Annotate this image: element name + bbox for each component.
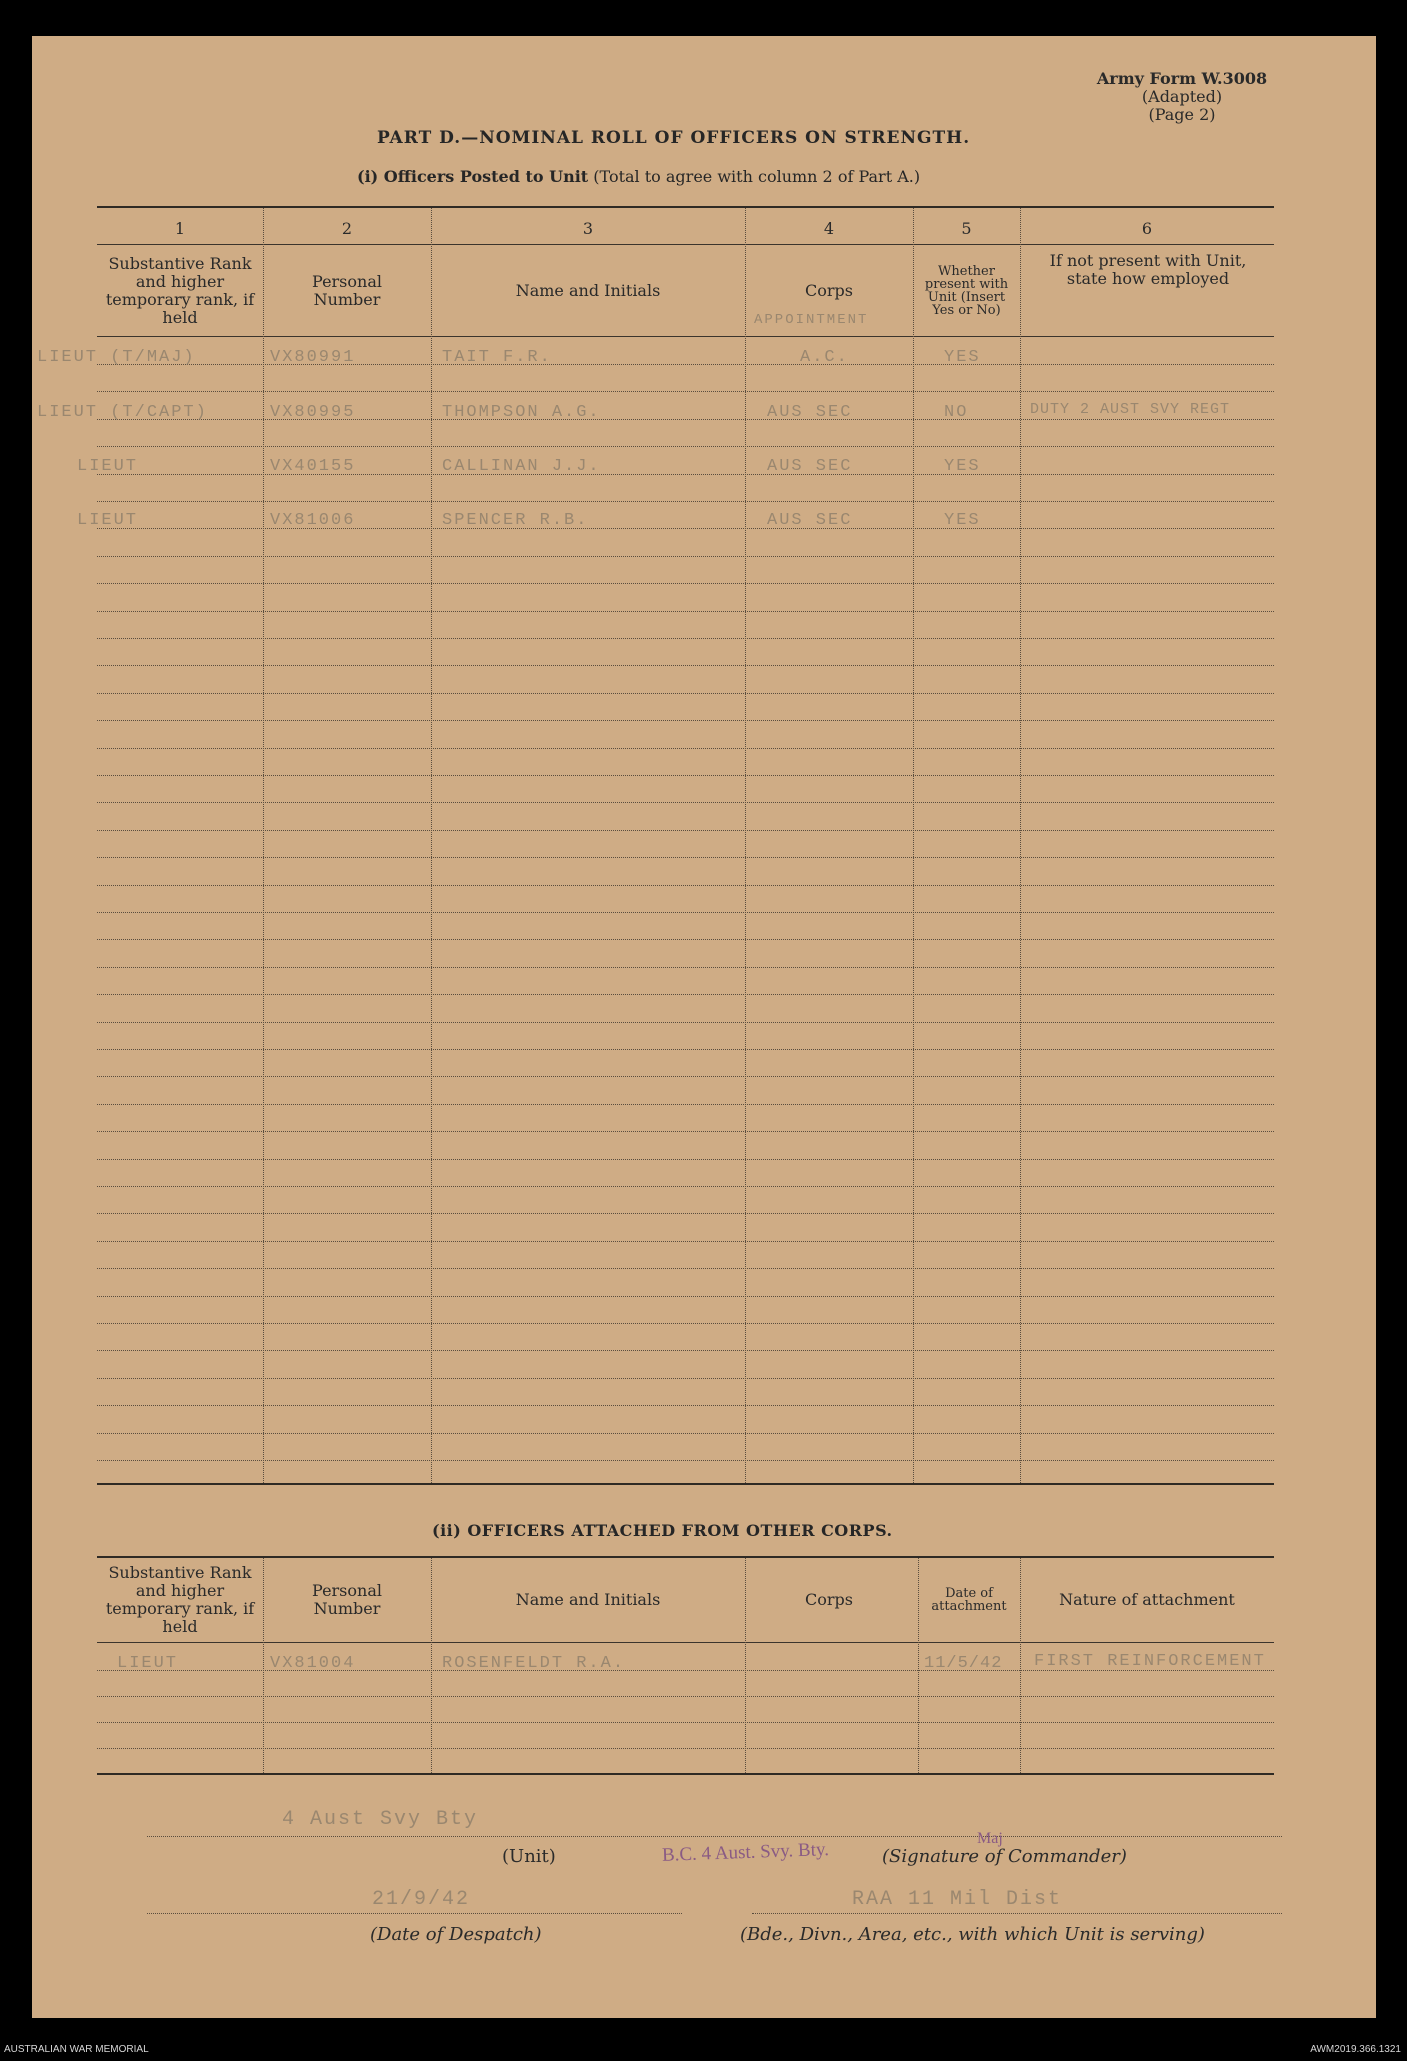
row4-corps: AUS SEC [767,511,853,530]
col-number-1: 1 [174,219,186,238]
form-name: Army Form W.3008 [1096,69,1268,88]
row2-corps: AUS SEC [767,403,853,422]
column-divider [1020,208,1021,1483]
row-rule [97,1405,1274,1406]
row3-present: YES [944,457,981,476]
row-rule [97,391,1274,392]
section1-heading [357,167,920,186]
row-rule [97,611,1274,612]
row2-number: VX80995 [270,403,356,422]
col-header-name: Name and Initials [515,281,661,300]
row-rule [97,1213,1274,1214]
row4-name: SPENCER R.B. [442,511,589,530]
row1-name: TAIT F.R. [442,348,552,367]
col-number-5: 5 [961,219,972,238]
section2-heading: (ii) OFFICERS ATTACHED FROM OTHER CORPS. [432,1521,893,1540]
row-rule [97,802,1274,803]
corps-note: APPOINTMENT [754,312,869,328]
t2-row1-rank: LIEUT [117,1654,179,1673]
row-rule [97,912,1274,913]
row3-number: VX40155 [270,457,356,476]
row2-name: THOMPSON A.G. [442,403,601,422]
col-header-employed: If not present with Unit, state how employed [1049,251,1247,288]
footer-right: AWM2019.366.1321 [1310,2044,1401,2055]
form-title: PART D.—NOMINAL ROLL OF OFFICERS ON STRENGTH. [377,128,971,148]
row-rule [97,885,1274,886]
row-rule [97,967,1274,968]
row-rule [97,638,1274,639]
row3-name: CALLINAN J.J. [442,457,601,476]
row1-number: VX80991 [270,348,356,367]
row4-number: VX81006 [270,511,356,530]
row-rule [97,1076,1274,1077]
row1-rank: LIEUT (T/MAJ) [37,348,196,367]
row-rule [97,446,1274,447]
t2-row1-name: ROSENFELDT R.A. [442,1654,626,1673]
row1-present: YES [944,348,981,367]
t2-col-header-personal-number: Personal Number [312,1581,382,1618]
unit-label: (Unit) [502,1846,556,1867]
row2-rank: LIEUT (T/CAPT) [37,403,208,422]
row-rule [97,556,1274,557]
row2-present: NO [944,403,969,422]
col-number-3: 3 [582,219,594,238]
date-label: (Date of Despatch) [370,1924,542,1945]
row-rule [97,939,1274,940]
row-rule [97,501,1274,502]
row-rule [97,1433,1274,1434]
row-rule [97,1131,1274,1132]
row-rule [97,994,1274,995]
column-divider [913,208,914,1483]
form-adapted: (Adapted) [1141,87,1223,106]
commander-stamp-rank: Maj [977,1830,1003,1847]
row-rule [97,830,1274,831]
t2-col-header-corps: Corps [805,1590,853,1609]
row-rule [97,1460,1274,1461]
row-rule [97,775,1274,776]
t2-col-header-name: Name and Initials [515,1590,661,1609]
column-divider [431,208,432,1483]
section1-note: (Total to agree with column 2 of Part A.) [593,167,921,186]
row2-employed: DUTY 2 AUST SVY REGT [1030,401,1231,418]
col-header-present: Whether present with Unit (Insert Yes or No) [924,264,1009,318]
row-rule [97,1378,1274,1379]
row-rule [97,720,1274,721]
date-value: 21/9/42 [372,1888,471,1911]
unit-value: 4 Aust Svy Bty [282,1808,479,1831]
bde-label: (Bde., Divn., Area, etc., with which Unit is serving) [740,1924,1205,1945]
row-rule [97,1296,1274,1297]
row-rule [97,665,1274,666]
row-rule [97,1350,1274,1351]
row3-corps: AUS SEC [767,457,853,476]
row4-rank: LIEUT [77,511,139,530]
bde-value: RAA 11 Mil Dist [852,1888,1063,1911]
footer-left: AUSTRALIAN WAR MEMORIAL [4,2044,149,2055]
row-rule [97,1104,1274,1105]
row-rule [97,748,1274,749]
row-rule [97,1186,1274,1187]
row-rule [97,1241,1274,1242]
form-id [1072,70,1292,124]
row-rule [97,1049,1274,1050]
row-rule [97,1696,1274,1697]
row-rule [97,693,1274,694]
row-rule [97,1722,1274,1723]
row-rule [97,1748,1274,1749]
col-header-corps: Corps [805,281,853,300]
col-number-4: 4 [823,219,835,238]
column-divider [745,208,746,1483]
col-header-personal-number: Personal Number [312,272,382,309]
col-number-6: 6 [1141,219,1153,238]
column-divider [263,1558,264,1773]
row-rule [97,583,1274,584]
signature-label: (Signature of Commander) [882,1846,1127,1867]
t2-row1-number: VX81004 [270,1654,356,1673]
row3-rank: LIEUT [77,457,139,476]
column-divider [263,208,264,1483]
row-rule [97,1323,1274,1324]
row4-present: YES [944,511,981,530]
row-rule [97,857,1274,858]
t2-col-header-nature: Nature of attachment [1059,1590,1235,1609]
t2-col-header-rank: Substantive Rank and higher temporary rank, if held [105,1563,255,1636]
col-number-2: 2 [341,219,353,238]
row-rule [97,1159,1274,1160]
t2-col-header-date: Date of attachment [931,1586,1007,1614]
column-divider [918,1558,919,1773]
t2-row1-date: 11/5/42 [924,1654,1003,1673]
row-rule [97,1022,1274,1023]
form-page [32,36,1376,2018]
form-page-number: (Page 2) [1148,105,1216,124]
row-rule [97,1268,1274,1269]
section1-label: (i) Officers Posted to Unit [357,167,589,186]
col-header-rank: Substantive Rank and higher temporary rank, if held [105,254,255,327]
t2-row1-nature: FIRST REINFORCEMENT [1034,1652,1266,1671]
row1-corps: A.C. [800,348,849,367]
commander-stamp: B.C. 4 Aust. Svy. Bty. [661,1839,830,1866]
